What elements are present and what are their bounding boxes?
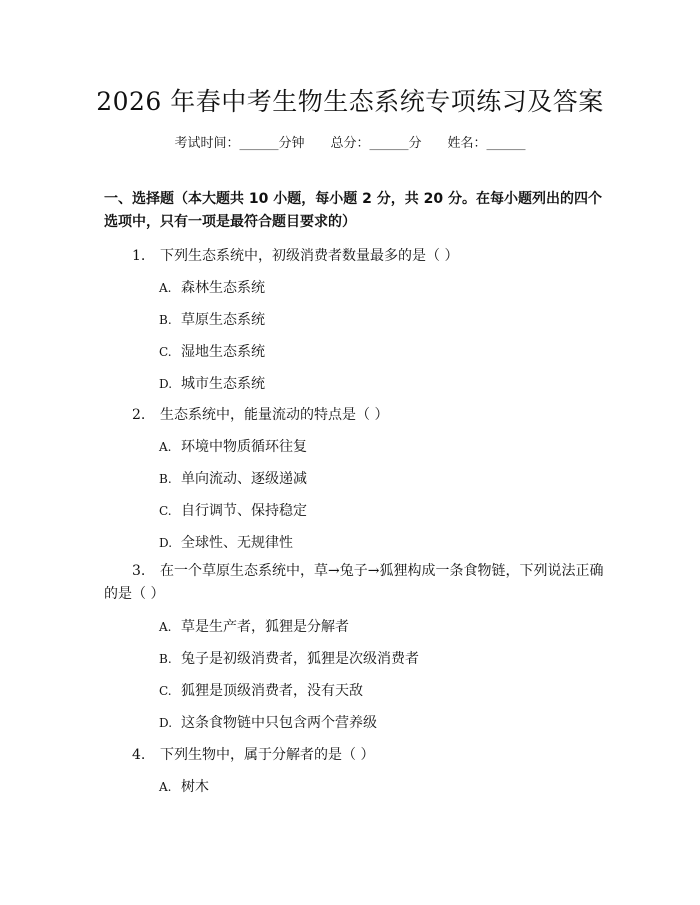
question-number: 4. bbox=[132, 747, 146, 763]
option-letter: B. bbox=[159, 313, 172, 327]
option-letter: D. bbox=[159, 716, 173, 730]
question-text: 下列生物中，属于分解者的是（ ） bbox=[160, 747, 375, 763]
question-4 bbox=[132, 744, 374, 764]
question-2-option-a bbox=[159, 436, 307, 456]
option-text: 草原生态系统 bbox=[181, 312, 265, 328]
question-3-option-d bbox=[159, 712, 377, 732]
option-text: 树木 bbox=[181, 779, 209, 795]
question-number: 1. bbox=[132, 248, 146, 264]
student-name-field: 姓名：______ bbox=[447, 136, 526, 151]
option-text: 城市生态系统 bbox=[181, 376, 265, 392]
question-1 bbox=[132, 245, 458, 265]
total-score-field: 总分：______分 bbox=[330, 136, 422, 151]
page-title: 2026 年春中考生物生态系统专项练习及答案 bbox=[96, 87, 604, 116]
option-letter: C. bbox=[159, 684, 172, 698]
option-text: 草是生产者，狐狸是分解者 bbox=[181, 619, 349, 635]
question-3-option-a bbox=[159, 616, 349, 636]
option-text: 环境中物质循环往复 bbox=[181, 439, 307, 455]
option-text: 狐狸是顶级消费者，没有天敌 bbox=[181, 683, 363, 699]
question-text: 在一个草原生态系统中，草→兔子→狐狸构成一条食物链，下列说法正确的是（ ） bbox=[104, 563, 604, 602]
question-2-option-d bbox=[159, 532, 293, 552]
question-1-option-c bbox=[159, 341, 265, 361]
option-letter: C. bbox=[159, 345, 172, 359]
option-text: 单向流动、逐级递减 bbox=[181, 471, 307, 487]
question-1-option-b bbox=[159, 309, 265, 329]
question-number: 2. bbox=[132, 407, 146, 423]
question-3-option-c bbox=[159, 680, 363, 700]
option-letter: D. bbox=[159, 377, 173, 391]
question-2-option-b bbox=[159, 468, 307, 488]
question-4-option-a bbox=[159, 776, 209, 796]
option-text: 兔子是初级消费者，狐狸是次级消费者 bbox=[181, 651, 419, 667]
option-letter: A. bbox=[159, 620, 172, 634]
option-text: 全球性、无规律性 bbox=[181, 535, 293, 551]
question-3-option-b bbox=[159, 648, 419, 668]
section-heading: 一、选择题（本大题共 10 小题，每小题 2 分，共 20 分。在每小题列出的四个选项中，只有一项是最符合题目要求的） bbox=[104, 191, 602, 230]
option-letter: B. bbox=[159, 652, 172, 666]
option-text: 自行调节、保持稳定 bbox=[181, 503, 307, 519]
question-number: 3. bbox=[132, 563, 146, 579]
question-1-option-a bbox=[159, 277, 265, 297]
exam-info-line bbox=[0, 132, 700, 151]
option-text: 森林生态系统 bbox=[181, 280, 265, 296]
question-text: 生态系统中，能量流动的特点是（ ） bbox=[160, 407, 389, 423]
option-letter: D. bbox=[159, 536, 173, 550]
option-letter: A. bbox=[159, 440, 172, 454]
option-letter: A. bbox=[159, 780, 172, 794]
exam-time-field: 考试时间：______分钟 bbox=[174, 136, 305, 151]
option-letter: B. bbox=[159, 472, 172, 486]
question-2-option-c bbox=[159, 500, 307, 520]
option-text: 湿地生态系统 bbox=[181, 344, 265, 360]
option-letter: C. bbox=[159, 504, 172, 518]
option-text: 这条食物链中只包含两个营养级 bbox=[181, 715, 377, 731]
question-3 bbox=[104, 560, 604, 606]
question-text: 下列生态系统中，初级消费者数量最多的是（ ） bbox=[160, 248, 459, 264]
option-letter: A. bbox=[159, 281, 172, 295]
question-1-option-d bbox=[159, 373, 265, 393]
question-2 bbox=[132, 404, 388, 424]
